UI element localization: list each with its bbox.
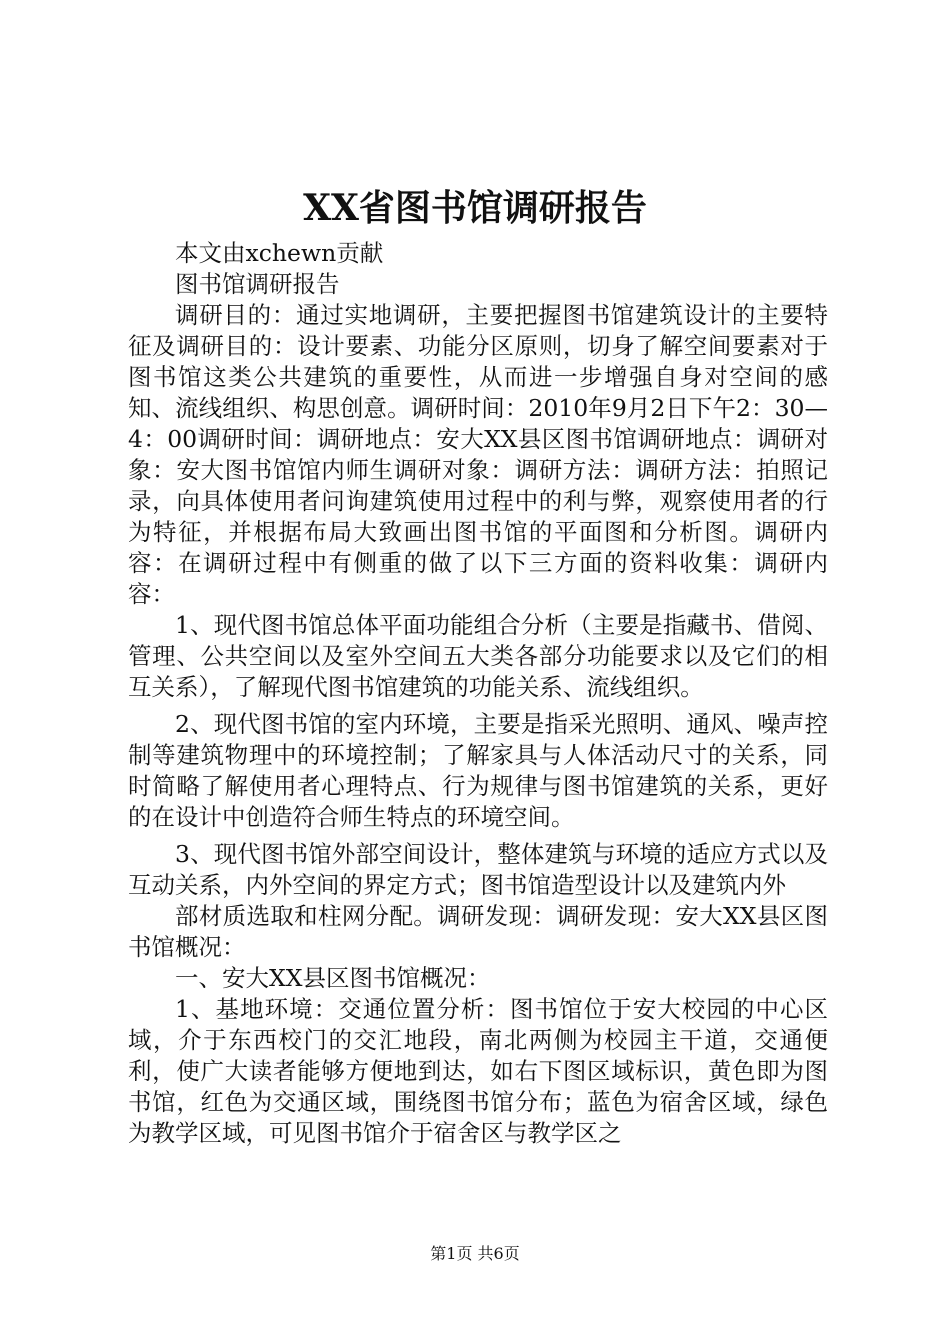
page-number-footer: 第1页 共6页: [430, 1244, 520, 1263]
paragraph-item-2: 2、现代图书馆的室内环境，主要是指采光照明、通风、噪声控制等建筑物理中的环境控制；了解家具与人体活动尺寸的关系，同时简略了解使用者心理特点、行为规律与图书馆建筑的关系，更好的在设计中创造符合师生特点的环境空间。: [128, 710, 828, 831]
paragraph-item-3: 3、现代图书馆外部空间设计，整体建筑与环境的适应方式以及互动关系，内外空间的界定方式；图书馆造型设计以及建筑内外: [128, 840, 828, 899]
report-subtitle: 图书馆调研报告: [175, 270, 340, 298]
contributor-line: 本文由xchewn贡献: [175, 239, 384, 267]
paragraph-site-environment: 1、基地环境：交通位置分析：图书馆位于安大校园的中心区域，介于东西校门的交汇地段，南北两侧为校园主干道，交通便利，使广大读者能够方便地到达，如右下图区域标识，黄色即为图书馆，红色为交通区域，围绕图书馆分布；蓝色为宿舍区域，绿色为教学区域，可见图书馆介于宿舍区与教学区之: [128, 995, 828, 1147]
document-body: [128, 238, 828, 1149]
paragraph-findings: 部材质选取和柱网分配。调研发现：调研发现：安大XX县区图书馆概况：: [128, 902, 828, 961]
document-title: XX省图书馆调研报告: [303, 187, 647, 229]
section-heading-overview: 一、安大XX县区图书馆概况：: [175, 964, 491, 992]
paragraph-research-overview: 调研目的：通过实地调研，主要把握图书馆建筑设计的主要特征及调研目的：设计要素、功能分区原则，切身了解空间要素对于图书馆这类公共建筑的重要性，从而进一步增强自身对空间的感知、流线组织、构思创意。调研时间：2010年9月2日下午2：30—4：00调研时间：调研地点：安大XX县区图书馆调研地点：调研对象：安大图书馆馆内师生调研对象：调研方法：调研方法：拍照记录，向具体使用者问询建筑使用过程中的利与弊，观察使用者的行为特征，并根据布局大致画出图书馆的平面图和分析图。调研内容：在调研过程中有侧重的做了以下三方面的资料收集：调研内容：: [128, 301, 828, 608]
paragraph-item-1: 1、现代图书馆总体平面功能组合分析（主要是指藏书、借阅、管理、公共空间以及室外空间五大类各部分功能要求以及它们的相互关系），了解现代图书馆建筑的功能关系、流线组织。: [128, 611, 828, 701]
